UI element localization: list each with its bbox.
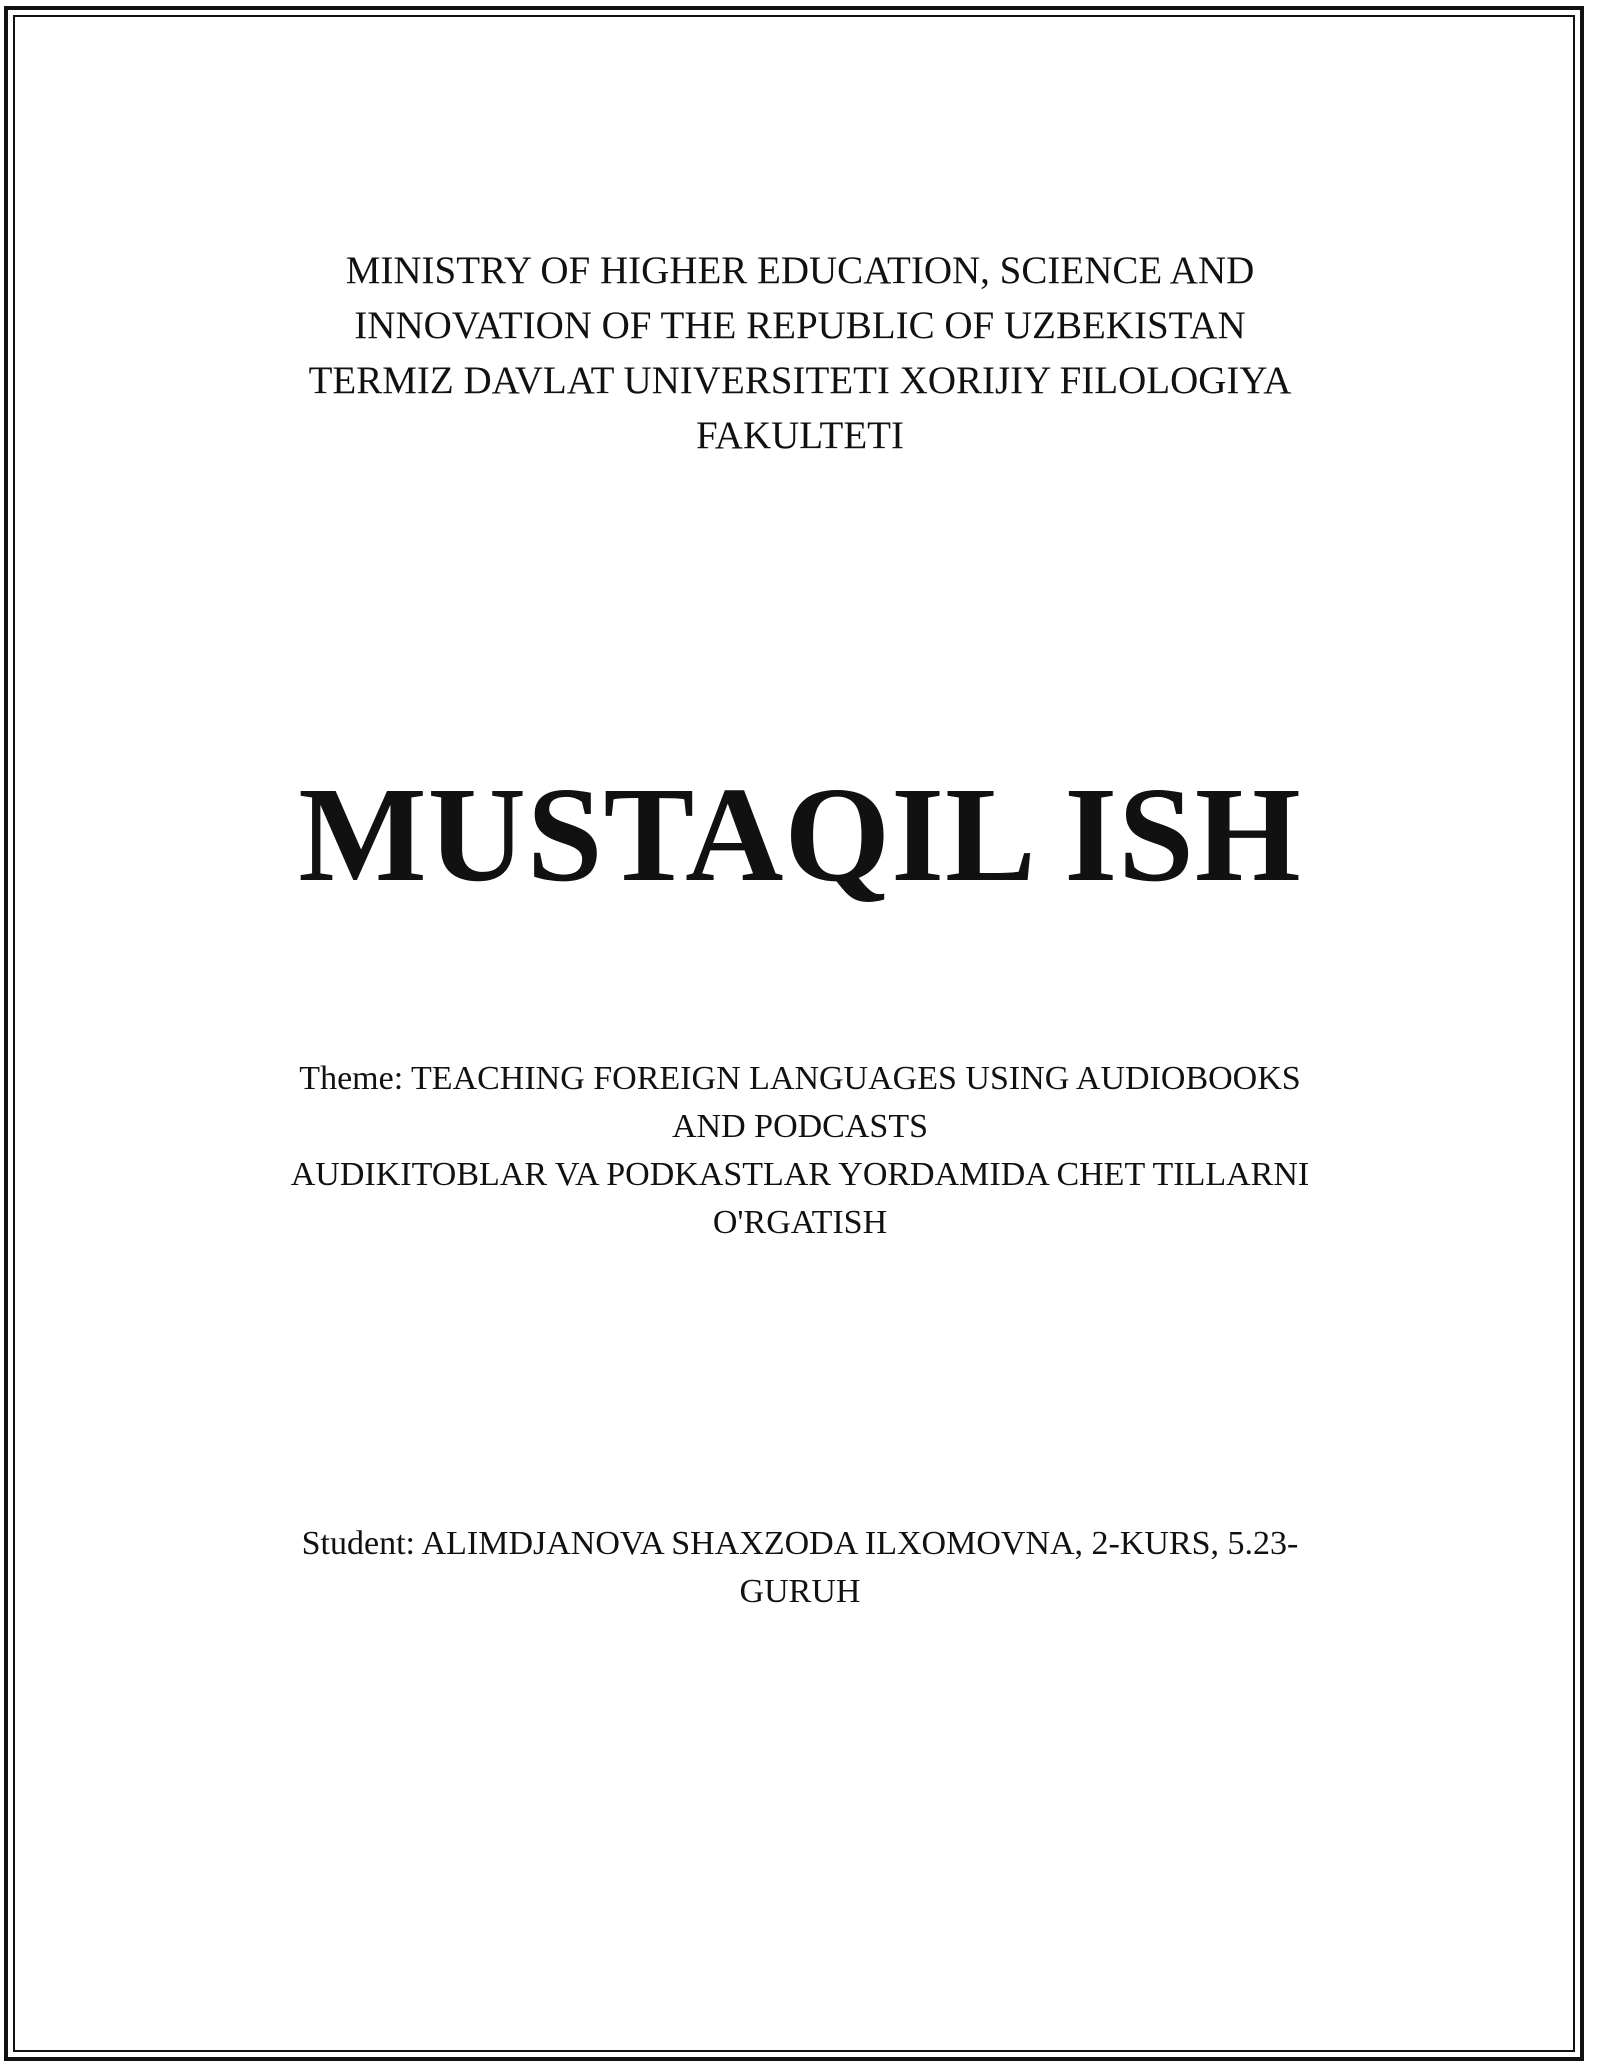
theme-line: AUDIKITOBLAR VA PODKASTLAR YORDAMIDA CHET TILLARNI — [290, 1156, 1310, 1193]
header-line: INNOVATION OF THE REPUBLIC OF UZBEKISTAN — [354, 304, 1246, 347]
student-line: GURUH — [739, 1573, 861, 1610]
student-line: Student: ALIMDJANOVA SHAXZODA ILXOMOVNA, 2-KURS, 5.23- — [301, 1525, 1299, 1562]
institution-header — [0, 243, 1600, 463]
theme-line: Theme: TEACHING FOREIGN LANGUAGES USING AUDIOBOOKS — [299, 1060, 1301, 1097]
theme-line: O'RGATISH — [712, 1204, 888, 1241]
header-line: TERMIZ DAVLAT UNIVERSITETI XORIJIY FILOLOGIYA — [308, 359, 1292, 402]
theme-section — [0, 1055, 1600, 1247]
theme-line: AND PODCASTS — [672, 1108, 928, 1145]
student-section — [0, 1520, 1600, 1616]
header-line: MINISTRY OF HIGHER EDUCATION, SCIENCE AND — [345, 249, 1255, 292]
header-line: FAKULTETI — [696, 414, 904, 457]
document-title: MUSTAQIL ISH — [298, 760, 1302, 910]
